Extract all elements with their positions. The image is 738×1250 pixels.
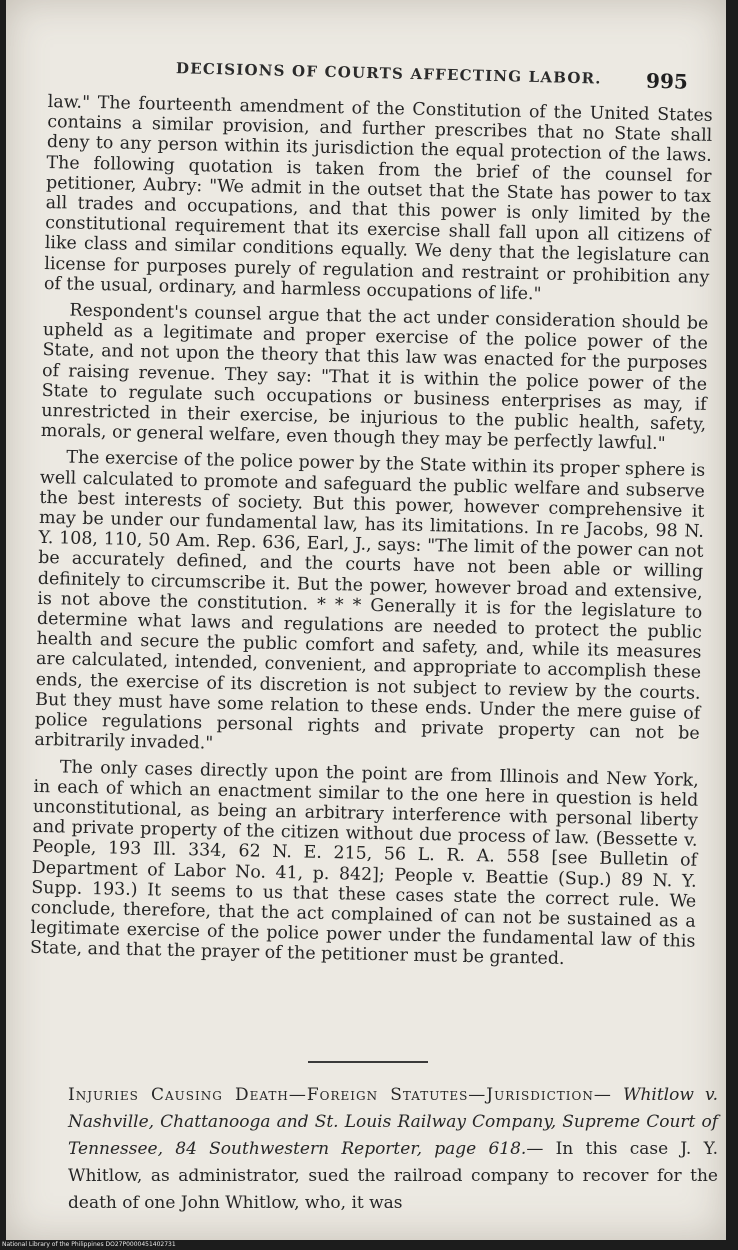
case-heading: Injuries Causing Death—Foreign Statutes—Jurisdiction— [68, 1085, 612, 1105]
case-citation: Whitlow v. Nashville, Chattanooga and St. Louis Railway Company, Supreme Court of Tennessee, 84 Southwestern Reporter, page 618.— [68, 1085, 719, 1159]
section-divider [308, 1061, 428, 1063]
page-number: 995 [645, 68, 689, 94]
body-text [30, 92, 713, 978]
page-header [46, 50, 697, 100]
paragraph: The exercise of the police power by the State within its proper sphere is well calculated to promote and safeguard the public welfare and subserve the best interests of society. But this power, however comprehensive it may be under our fundamental law, has its limitations. In re Jacobs, 98 N. Y. 108, 110, 50 Am. Rep. 636, Earl, J., says: "The limit of the power can not be accurately defined, and the courts have not been able or willing definitely to circumscribe it. But the power, however broad and extensive, is not above the constitution. * * * Generally it is for the legislature to determine what laws and regulations are needed to protect the public health and secure the public comfort and safety, and, while its measures are calculated, intended, convenient, and appropriate to accomplish these ends, the exercise of its discretion is not subject to review by the courts. But they must have some relation to these ends. Under the mere guise of police regulations personal rights and private property can not be arbitrarily invaded." [34, 447, 706, 754]
scan-footer: National Library of the Philippines DO27P0000451402731 [2, 1241, 176, 1248]
case-summary [68, 1082, 718, 1217]
running-head: DECISIONS OF COURTS AFFECTING LABOR. [175, 59, 602, 88]
paragraph: Respondent's counsel argue that the act under consideration should be upheld as a legitimate and proper exercise of the police power of the State, and not upon the theory that this law was enacted for the purposes of raising revenue. They say: "That it is within the police power of the State to regulate such occupations or business enterprises as may, if unrestricted in their exercise, be injurious to the public health, safety, morals, or general welfare, even though they may be perfectly lawful." [40, 300, 709, 455]
paragraph: law." The fourteenth amendment of the Constitution of the United States contains a similar provision, and further prescribes that no State shall deny to any person within its jurisdiction the equal protection of the laws. The following quotation is taken from the brief of the counsel for petitioner, Aubry: "We admit in the outset that the State has power to tax all trades and occupations, and that this power is only limited by the constitutional requirement that its exercise shall fall upon all citizens of like class and similar conditions equally. We deny that the legislature can license for purposes purely of regulation and restraint or prohibition any of the usual, ordinary, and harmless occupations of life." [43, 92, 713, 305]
paragraph: The only cases directly upon the point are from Illinois and New York, in each of which an enactment similar to the one here in question is held unconstitutional, as being an arbitrary interference with personal liberty and private property of the citizen without due process of law. (Bessette v. People, 193 Ill. 334, 62 N. E. 215, 56 L. R. A. 558 [see Bulletin of Department of Labor No. 41, p. 842]; People v. Beattie (Sup.) 89 N. Y. Supp. 193.) It seems to us that these cases state the correct rule. We conclude, therefore, that the act complained of can not be sustained as a legitimate exercise of the police power under the fundamental law of this State, and that the prayer of the petitioner must be granted. [29, 756, 699, 970]
document-page [6, 0, 726, 1240]
case-text: In this case J. Y. Whitlow, as administrator, sued the railroad company to recover for the death of one John Whitlow, who, it was [68, 1139, 719, 1213]
